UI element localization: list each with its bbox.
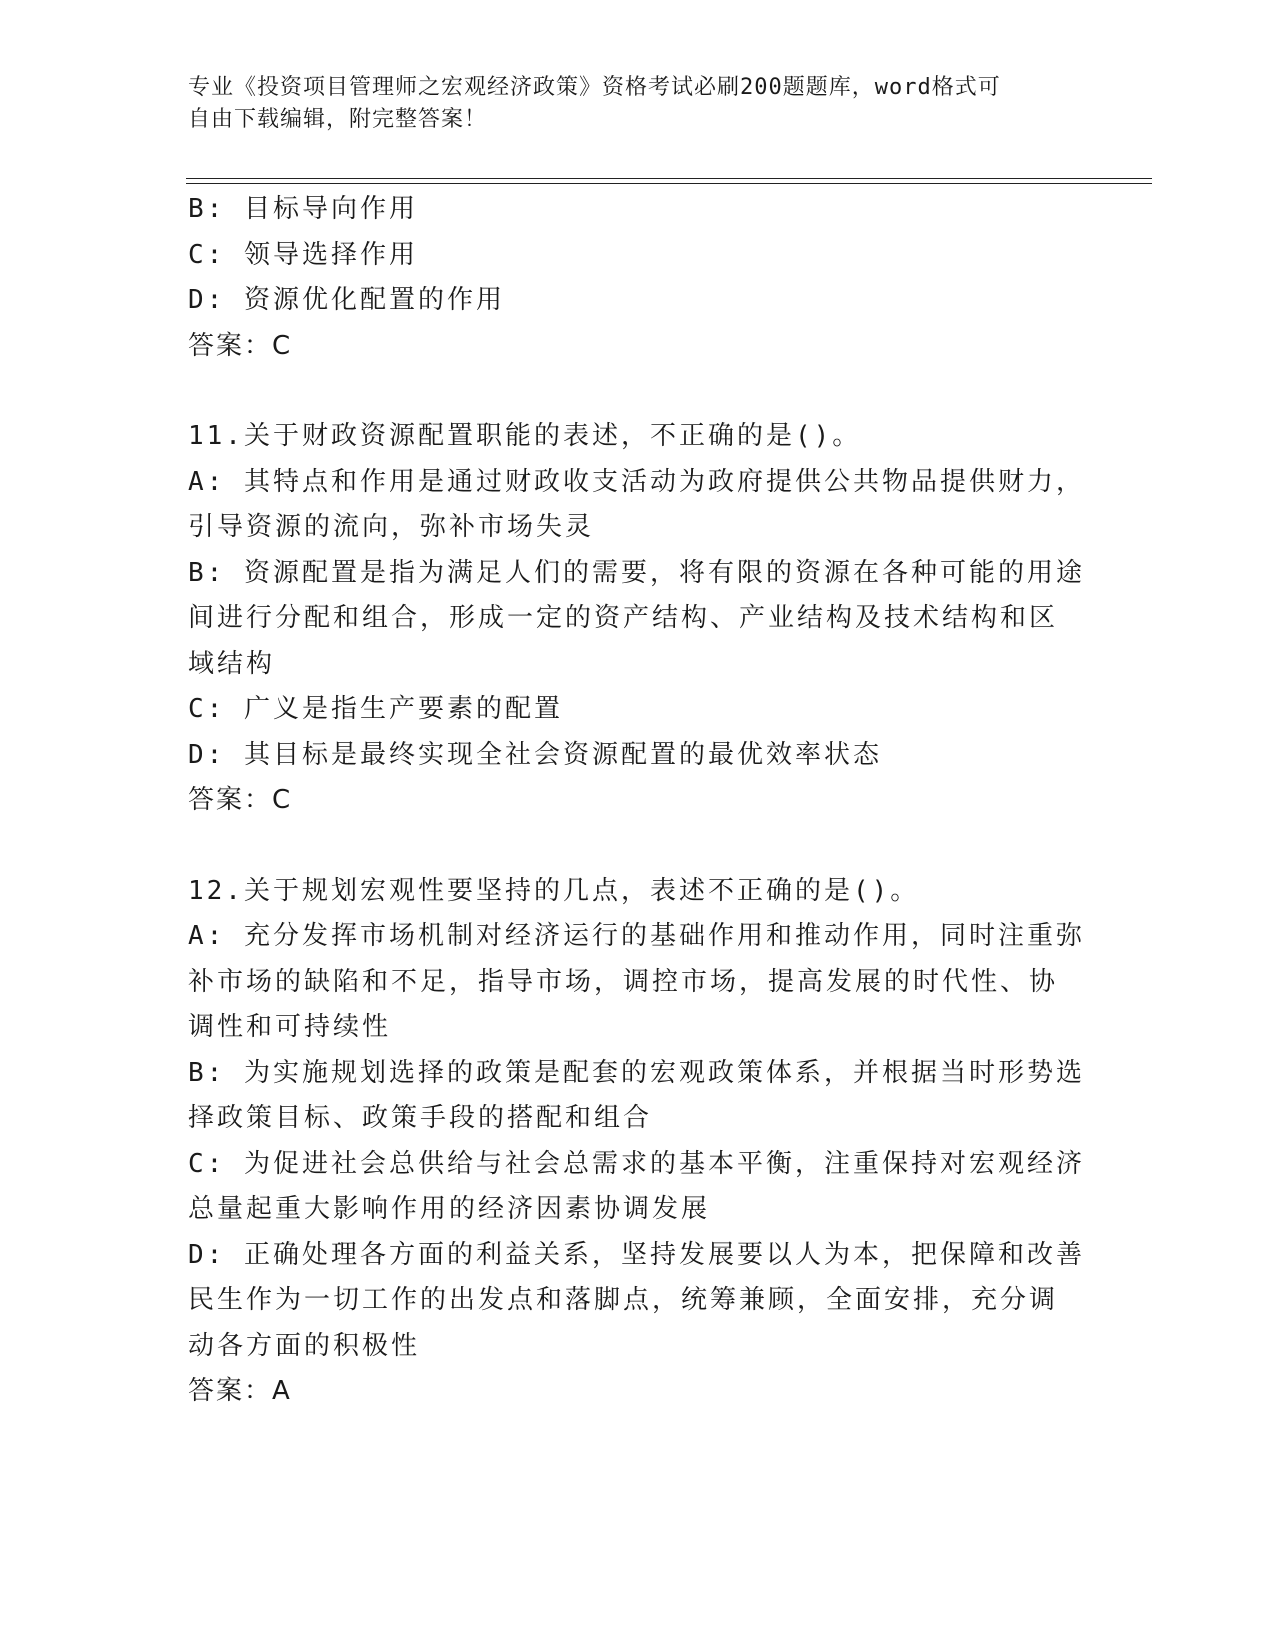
option-a-continued: 补市场的缺陷和不足，指导市场，调控市场，提高发展的时代性、协 xyxy=(188,966,1059,997)
option-c: C: 为促进社会总供给与社会总需求的基本平衡，注重保持对宏观经济 xyxy=(188,1148,1085,1179)
option-c: C: 广义是指生产要素的配置 xyxy=(188,694,563,724)
header-line-1: 专业《投资项目管理师之宏观经济政策》资格考试必刷200题题库，word格式可 xyxy=(188,75,1001,100)
option-c-continued: 总量起重大影响作用的经济因素协调发展 xyxy=(188,1194,711,1224)
option-b: B: 目标导向作用 xyxy=(188,194,418,224)
option-d: D: 其目标是最终实现全社会资源配置的最优效率状态 xyxy=(188,739,882,770)
option-d: D: 正确处理各方面的利益关系，坚持发展要以人为本，把保障和改善 xyxy=(188,1239,1085,1270)
question-text: 11.关于财政资源配置职能的表述，不正确的是()。 xyxy=(188,421,862,451)
question-block-11 xyxy=(188,414,1088,824)
answer: 答案：A xyxy=(188,1376,292,1406)
option-b: B: 资源配置是指为满足人们的需要，将有限的资源在各种可能的用途 xyxy=(188,557,1085,588)
header-divider-top xyxy=(186,178,1152,179)
question-block-10 xyxy=(188,187,1088,369)
header-line-2: 自由下载编辑，附完整答案！ xyxy=(188,107,488,132)
option-a: A: 其特点和作用是通过财政收支活动为政府提供公共物品提供财力， xyxy=(188,466,1085,497)
option-d: D: 资源优化配置的作用 xyxy=(188,285,505,315)
header-divider-bottom xyxy=(186,183,1152,184)
option-a-continued: 调性和可持续性 xyxy=(188,1012,392,1042)
option-b-continued: 择政策目标、政策手段的搭配和组合 xyxy=(188,1103,653,1133)
option-a: A: 充分发挥市场机制对经济运行的基础作用和推动作用，同时注重弥 xyxy=(188,921,1085,951)
option-b-continued: 间进行分配和组合，形成一定的资产结构、产业结构及技术结构和区 xyxy=(188,603,1059,633)
option-b-continued: 域结构 xyxy=(188,648,276,679)
answer: 答案：C xyxy=(188,785,293,815)
option-b: B: 为实施规划选择的政策是配套的宏观政策体系，并根据当时形势选 xyxy=(188,1057,1085,1088)
option-a-continued: 引导资源的流向，弥补市场失灵 xyxy=(188,512,595,542)
document-header xyxy=(188,72,1088,136)
question-block-12 xyxy=(188,869,1088,1415)
option-d-continued: 动各方面的积极性 xyxy=(188,1330,421,1361)
document-body xyxy=(188,187,1088,1415)
option-d-continued: 民生作为一切工作的出发点和落脚点，统筹兼顾，全面安排，充分调 xyxy=(188,1285,1059,1315)
question-text: 12.关于规划宏观性要坚持的几点，表述不正确的是()。 xyxy=(188,875,920,906)
option-c: C: 领导选择作用 xyxy=(188,239,418,270)
answer: 答案：C xyxy=(188,330,293,361)
